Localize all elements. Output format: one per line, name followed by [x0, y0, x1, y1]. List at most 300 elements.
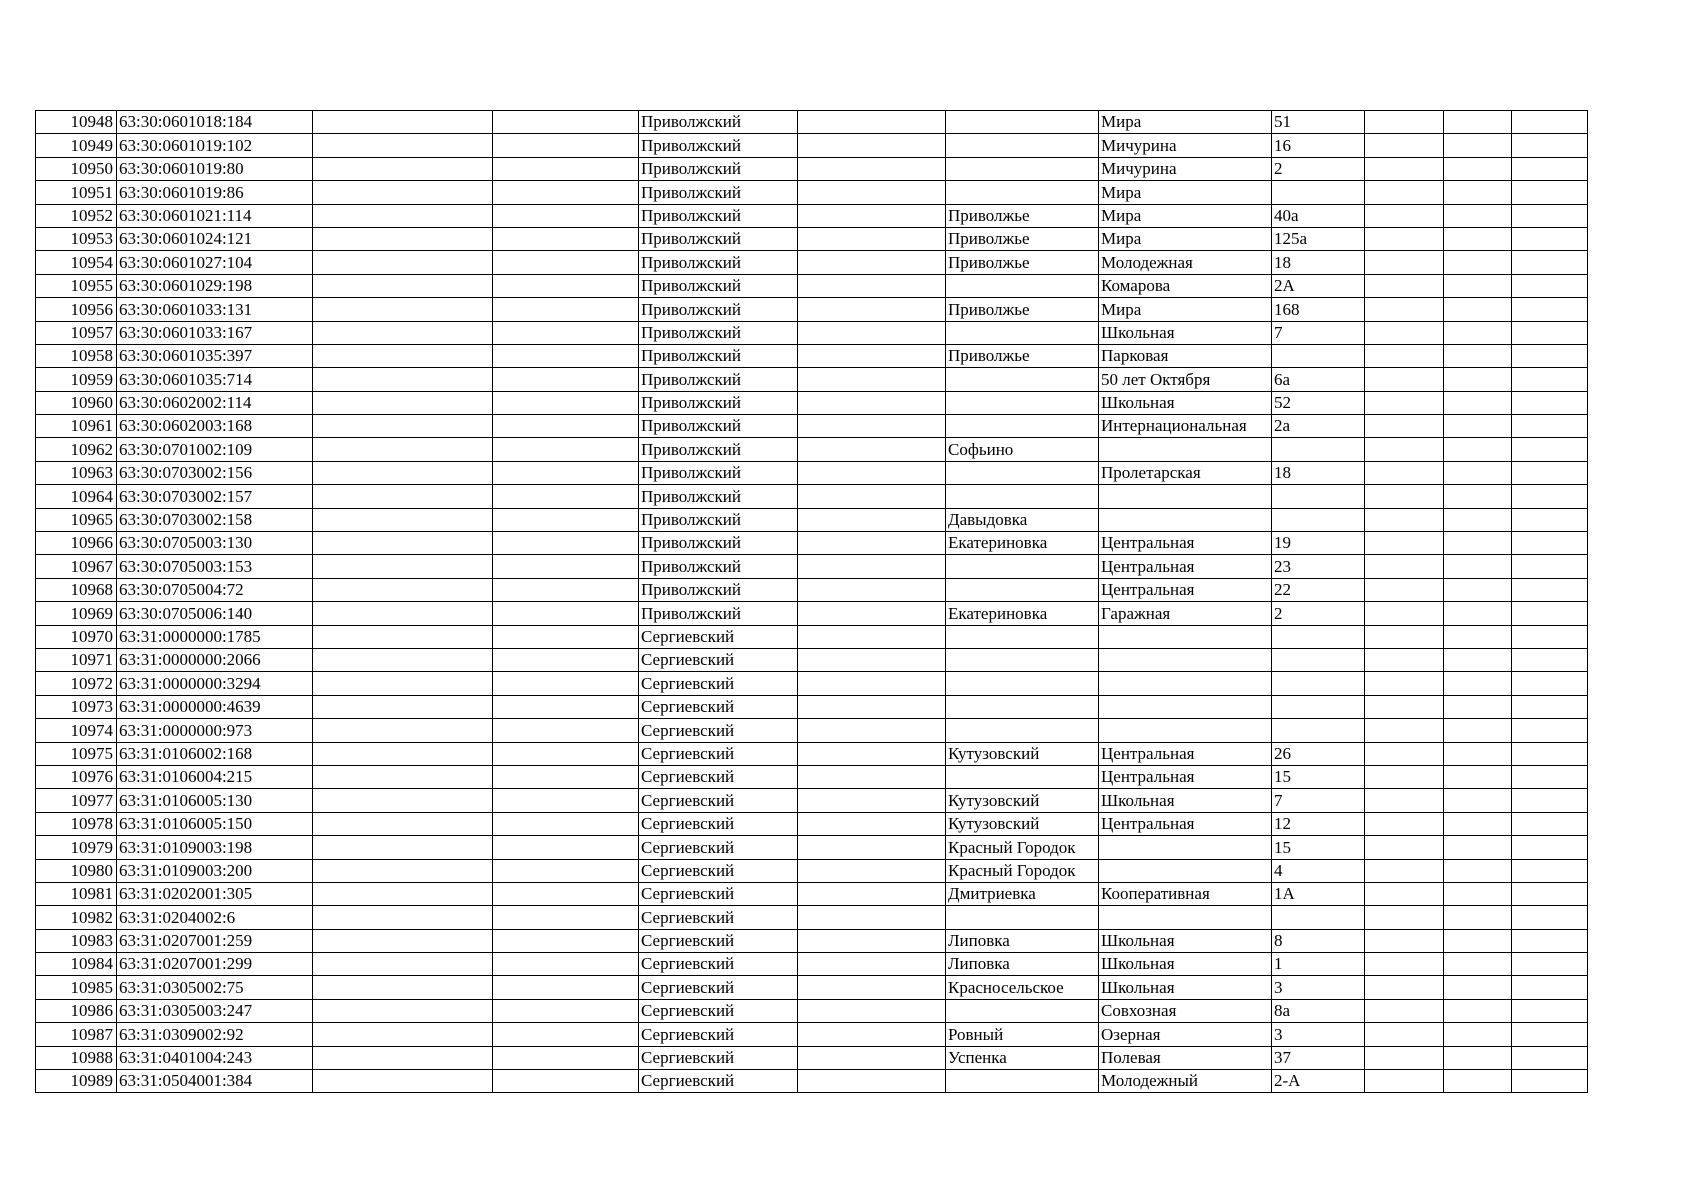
empty-cell-6 [798, 789, 946, 812]
empty-cell-4 [493, 181, 639, 204]
row-number-cell: 10963 [36, 461, 117, 484]
table-row [36, 1070, 1588, 1093]
empty-cell-3 [313, 461, 493, 484]
table-row [36, 812, 1588, 835]
empty-cell-3 [313, 812, 493, 835]
empty-cell-4 [493, 742, 639, 765]
empty-cell-12 [1512, 648, 1588, 671]
row-number-cell: 10958 [36, 344, 117, 367]
cadastral-number-cell: 63:31:0106005:130 [117, 789, 313, 812]
street-cell: Школьная [1099, 953, 1272, 976]
cadastral-number-cell: 63:31:0000000:1785 [117, 625, 313, 648]
empty-cell-3 [313, 508, 493, 531]
locality-cell: Кутузовский [946, 812, 1099, 835]
empty-cell-4 [493, 415, 639, 438]
row-number-cell: 10959 [36, 368, 117, 391]
empty-cell-12 [1512, 438, 1588, 461]
empty-cell-3 [313, 134, 493, 157]
empty-cell-10 [1365, 765, 1444, 788]
empty-cell-3 [313, 1046, 493, 1069]
empty-cell-3 [313, 976, 493, 999]
cadastral-number-cell: 63:31:0204002:6 [117, 906, 313, 929]
empty-cell-11 [1444, 999, 1512, 1022]
row-number-cell: 10981 [36, 882, 117, 905]
empty-cell-11 [1444, 204, 1512, 227]
empty-cell-11 [1444, 765, 1512, 788]
table-row [36, 1023, 1588, 1046]
cadastral-number-cell: 63:30:0601019:80 [117, 157, 313, 180]
empty-cell-11 [1444, 602, 1512, 625]
empty-cell-4 [493, 204, 639, 227]
empty-cell-11 [1444, 695, 1512, 718]
empty-cell-3 [313, 298, 493, 321]
empty-cell-4 [493, 812, 639, 835]
empty-cell-4 [493, 157, 639, 180]
district-cell: Приволжский [639, 298, 798, 321]
locality-cell [946, 181, 1099, 204]
empty-cell-10 [1365, 953, 1444, 976]
table-row [36, 953, 1588, 976]
empty-cell-6 [798, 344, 946, 367]
street-cell: Школьная [1099, 789, 1272, 812]
house-number-cell [1272, 485, 1365, 508]
house-number-cell: 1 [1272, 953, 1365, 976]
row-number-cell: 10976 [36, 765, 117, 788]
empty-cell-4 [493, 532, 639, 555]
empty-cell-12 [1512, 204, 1588, 227]
empty-cell-6 [798, 298, 946, 321]
empty-cell-6 [798, 602, 946, 625]
table-row [36, 157, 1588, 180]
table-row [36, 368, 1588, 391]
cadastral-number-cell: 63:30:0705003:153 [117, 555, 313, 578]
empty-cell-3 [313, 368, 493, 391]
table-row [36, 719, 1588, 742]
empty-cell-12 [1512, 1023, 1588, 1046]
row-number-cell: 10978 [36, 812, 117, 835]
empty-cell-12 [1512, 742, 1588, 765]
empty-cell-10 [1365, 906, 1444, 929]
table-row [36, 532, 1588, 555]
street-cell: Пролетарская [1099, 461, 1272, 484]
empty-cell-3 [313, 1023, 493, 1046]
empty-cell-10 [1365, 578, 1444, 601]
empty-cell-6 [798, 438, 946, 461]
street-cell [1099, 672, 1272, 695]
empty-cell-4 [493, 321, 639, 344]
empty-cell-12 [1512, 999, 1588, 1022]
locality-cell [946, 157, 1099, 180]
row-number-cell: 10956 [36, 298, 117, 321]
row-number-cell: 10950 [36, 157, 117, 180]
empty-cell-10 [1365, 415, 1444, 438]
row-number-cell: 10957 [36, 321, 117, 344]
row-number-cell: 10980 [36, 859, 117, 882]
empty-cell-10 [1365, 836, 1444, 859]
house-number-cell [1272, 625, 1365, 648]
empty-cell-3 [313, 859, 493, 882]
cadastral-number-cell: 63:31:0000000:973 [117, 719, 313, 742]
street-cell: Мира [1099, 204, 1272, 227]
empty-cell-4 [493, 648, 639, 671]
empty-cell-11 [1444, 461, 1512, 484]
house-number-cell: 2 [1272, 157, 1365, 180]
empty-cell-3 [313, 111, 493, 134]
empty-cell-10 [1365, 134, 1444, 157]
street-cell: Озерная [1099, 1023, 1272, 1046]
empty-cell-11 [1444, 391, 1512, 414]
cadastral-number-cell: 63:30:0705003:130 [117, 532, 313, 555]
empty-cell-10 [1365, 181, 1444, 204]
empty-cell-11 [1444, 415, 1512, 438]
empty-cell-4 [493, 578, 639, 601]
table-row [36, 648, 1588, 671]
empty-cell-10 [1365, 929, 1444, 952]
empty-cell-3 [313, 765, 493, 788]
empty-cell-6 [798, 906, 946, 929]
empty-cell-12 [1512, 859, 1588, 882]
empty-cell-4 [493, 111, 639, 134]
empty-cell-11 [1444, 508, 1512, 531]
house-number-cell [1272, 438, 1365, 461]
district-cell: Приволжский [639, 391, 798, 414]
empty-cell-11 [1444, 485, 1512, 508]
empty-cell-4 [493, 438, 639, 461]
row-number-cell: 10971 [36, 648, 117, 671]
empty-cell-6 [798, 485, 946, 508]
empty-cell-10 [1365, 742, 1444, 765]
row-number-cell: 10979 [36, 836, 117, 859]
locality-cell [946, 368, 1099, 391]
empty-cell-12 [1512, 672, 1588, 695]
empty-cell-4 [493, 274, 639, 297]
empty-cell-10 [1365, 274, 1444, 297]
table-row [36, 976, 1588, 999]
table-row [36, 321, 1588, 344]
empty-cell-4 [493, 719, 639, 742]
empty-cell-6 [798, 227, 946, 250]
table-row [36, 695, 1588, 718]
empty-cell-11 [1444, 1046, 1512, 1069]
cadastral-number-cell: 63:30:0705004:72 [117, 578, 313, 601]
empty-cell-10 [1365, 157, 1444, 180]
empty-cell-10 [1365, 344, 1444, 367]
house-number-cell: 40а [1272, 204, 1365, 227]
empty-cell-4 [493, 976, 639, 999]
empty-cell-12 [1512, 812, 1588, 835]
house-number-cell: 15 [1272, 836, 1365, 859]
empty-cell-6 [798, 836, 946, 859]
district-cell: Приволжский [639, 555, 798, 578]
empty-cell-11 [1444, 789, 1512, 812]
street-cell: 50 лет Октября [1099, 368, 1272, 391]
street-cell: Молодежный [1099, 1070, 1272, 1093]
cadastral-number-cell: 63:31:0106002:168 [117, 742, 313, 765]
empty-cell-3 [313, 251, 493, 274]
empty-cell-10 [1365, 1046, 1444, 1069]
house-number-cell: 23 [1272, 555, 1365, 578]
cadastral-number-cell: 63:30:0601018:184 [117, 111, 313, 134]
empty-cell-11 [1444, 859, 1512, 882]
locality-cell: Приволжье [946, 227, 1099, 250]
empty-cell-4 [493, 134, 639, 157]
house-number-cell: 2А [1272, 274, 1365, 297]
street-cell [1099, 508, 1272, 531]
empty-cell-10 [1365, 111, 1444, 134]
empty-cell-12 [1512, 344, 1588, 367]
row-number-cell: 10966 [36, 532, 117, 555]
empty-cell-11 [1444, 929, 1512, 952]
empty-cell-10 [1365, 789, 1444, 812]
cadastral-number-cell: 63:31:0305003:247 [117, 999, 313, 1022]
cadastral-number-cell: 63:31:0305002:75 [117, 976, 313, 999]
district-cell: Сергиевский [639, 836, 798, 859]
empty-cell-11 [1444, 1023, 1512, 1046]
empty-cell-4 [493, 555, 639, 578]
locality-cell [946, 625, 1099, 648]
district-cell: Сергиевский [639, 812, 798, 835]
row-number-cell: 10955 [36, 274, 117, 297]
house-number-cell: 22 [1272, 578, 1365, 601]
cadastral-number-cell: 63:30:0703002:157 [117, 485, 313, 508]
house-number-cell [1272, 344, 1365, 367]
table-row [36, 227, 1588, 250]
district-cell: Сергиевский [639, 625, 798, 648]
empty-cell-12 [1512, 695, 1588, 718]
empty-cell-4 [493, 391, 639, 414]
empty-cell-6 [798, 929, 946, 952]
empty-cell-12 [1512, 157, 1588, 180]
empty-cell-3 [313, 999, 493, 1022]
street-cell: Школьная [1099, 929, 1272, 952]
row-number-cell: 10968 [36, 578, 117, 601]
empty-cell-3 [313, 438, 493, 461]
empty-cell-3 [313, 719, 493, 742]
table-row [36, 461, 1588, 484]
empty-cell-4 [493, 1046, 639, 1069]
house-number-cell [1272, 508, 1365, 531]
empty-cell-10 [1365, 227, 1444, 250]
empty-cell-3 [313, 344, 493, 367]
house-number-cell: 18 [1272, 251, 1365, 274]
empty-cell-6 [798, 648, 946, 671]
empty-cell-12 [1512, 1046, 1588, 1069]
cadastral-number-cell: 63:31:0109003:200 [117, 859, 313, 882]
empty-cell-6 [798, 111, 946, 134]
cadastral-number-cell: 63:30:0705006:140 [117, 602, 313, 625]
cadastral-number-cell: 63:30:0703002:158 [117, 508, 313, 531]
empty-cell-3 [313, 906, 493, 929]
empty-cell-12 [1512, 953, 1588, 976]
empty-cell-6 [798, 321, 946, 344]
district-cell: Сергиевский [639, 742, 798, 765]
cadastral-number-cell: 63:31:0207001:299 [117, 953, 313, 976]
district-cell: Приволжский [639, 321, 798, 344]
empty-cell-11 [1444, 321, 1512, 344]
locality-cell: Приволжье [946, 298, 1099, 321]
empty-cell-3 [313, 742, 493, 765]
table-row [36, 485, 1588, 508]
empty-cell-10 [1365, 508, 1444, 531]
cadastral-number-cell: 63:30:0602003:168 [117, 415, 313, 438]
empty-cell-6 [798, 555, 946, 578]
district-cell: Приволжский [639, 134, 798, 157]
house-number-cell [1272, 672, 1365, 695]
empty-cell-12 [1512, 134, 1588, 157]
empty-cell-10 [1365, 976, 1444, 999]
row-number-cell: 10972 [36, 672, 117, 695]
cadastral-number-cell: 63:30:0601033:167 [117, 321, 313, 344]
cadastral-number-cell: 63:31:0504001:384 [117, 1070, 313, 1093]
district-cell: Сергиевский [639, 906, 798, 929]
empty-cell-3 [313, 485, 493, 508]
locality-cell [946, 134, 1099, 157]
cadastral-number-cell: 63:30:0601033:131 [117, 298, 313, 321]
empty-cell-11 [1444, 227, 1512, 250]
row-number-cell: 10982 [36, 906, 117, 929]
district-cell: Сергиевский [639, 1046, 798, 1069]
empty-cell-12 [1512, 251, 1588, 274]
empty-cell-10 [1365, 672, 1444, 695]
cadastral-number-cell: 63:31:0106005:150 [117, 812, 313, 835]
street-cell: Кооперативная [1099, 882, 1272, 905]
table-row [36, 391, 1588, 414]
empty-cell-3 [313, 391, 493, 414]
empty-cell-12 [1512, 227, 1588, 250]
house-number-cell: 168 [1272, 298, 1365, 321]
empty-cell-11 [1444, 532, 1512, 555]
house-number-cell [1272, 695, 1365, 718]
empty-cell-12 [1512, 461, 1588, 484]
house-number-cell: 18 [1272, 461, 1365, 484]
table-row [36, 555, 1588, 578]
empty-cell-12 [1512, 602, 1588, 625]
street-cell [1099, 438, 1272, 461]
street-cell [1099, 906, 1272, 929]
empty-cell-6 [798, 1023, 946, 1046]
street-cell: Парковая [1099, 344, 1272, 367]
empty-cell-4 [493, 625, 639, 648]
row-number-cell: 10952 [36, 204, 117, 227]
table-row [36, 204, 1588, 227]
house-number-cell: 2-А [1272, 1070, 1365, 1093]
table-row [36, 882, 1588, 905]
empty-cell-3 [313, 648, 493, 671]
locality-cell: Екатериновка [946, 602, 1099, 625]
cadastral-number-cell: 63:31:0401004:243 [117, 1046, 313, 1069]
empty-cell-12 [1512, 368, 1588, 391]
cadastral-number-cell: 63:31:0309002:92 [117, 1023, 313, 1046]
locality-cell [946, 695, 1099, 718]
empty-cell-12 [1512, 882, 1588, 905]
empty-cell-10 [1365, 859, 1444, 882]
locality-cell: Давыдовка [946, 508, 1099, 531]
empty-cell-3 [313, 157, 493, 180]
row-number-cell: 10962 [36, 438, 117, 461]
district-cell: Сергиевский [639, 929, 798, 952]
row-number-cell: 10988 [36, 1046, 117, 1069]
district-cell: Сергиевский [639, 765, 798, 788]
cadastral-number-cell: 63:30:0701002:109 [117, 438, 313, 461]
house-number-cell: 15 [1272, 765, 1365, 788]
empty-cell-12 [1512, 298, 1588, 321]
cadastral-number-cell: 63:30:0703002:156 [117, 461, 313, 484]
house-number-cell: 7 [1272, 789, 1365, 812]
empty-cell-6 [798, 578, 946, 601]
empty-cell-11 [1444, 578, 1512, 601]
cadastral-number-cell: 63:30:0601029:198 [117, 274, 313, 297]
cadastral-number-cell: 63:30:0601019:86 [117, 181, 313, 204]
table-row [36, 625, 1588, 648]
table-row [36, 298, 1588, 321]
house-number-cell: 12 [1272, 812, 1365, 835]
locality-cell: Дмитриевка [946, 882, 1099, 905]
row-number-cell: 10967 [36, 555, 117, 578]
district-cell: Сергиевский [639, 1070, 798, 1093]
locality-cell [946, 274, 1099, 297]
empty-cell-12 [1512, 578, 1588, 601]
locality-cell [946, 719, 1099, 742]
district-cell: Приволжский [639, 578, 798, 601]
cadastral-number-cell: 63:31:0106004:215 [117, 765, 313, 788]
district-cell: Приволжский [639, 368, 798, 391]
locality-cell [946, 321, 1099, 344]
table-row [36, 672, 1588, 695]
empty-cell-12 [1512, 719, 1588, 742]
empty-cell-12 [1512, 181, 1588, 204]
empty-cell-10 [1365, 251, 1444, 274]
empty-cell-4 [493, 602, 639, 625]
empty-cell-10 [1365, 648, 1444, 671]
district-cell: Сергиевский [639, 719, 798, 742]
empty-cell-12 [1512, 1070, 1588, 1093]
street-cell [1099, 719, 1272, 742]
district-cell: Сергиевский [639, 953, 798, 976]
locality-cell: Красносельское [946, 976, 1099, 999]
locality-cell [946, 111, 1099, 134]
empty-cell-12 [1512, 532, 1588, 555]
empty-cell-3 [313, 882, 493, 905]
street-cell: Школьная [1099, 976, 1272, 999]
district-cell: Приволжский [639, 485, 798, 508]
locality-cell [946, 485, 1099, 508]
empty-cell-3 [313, 625, 493, 648]
district-cell: Приволжский [639, 204, 798, 227]
table-row [36, 906, 1588, 929]
district-cell: Приволжский [639, 508, 798, 531]
empty-cell-4 [493, 298, 639, 321]
street-cell [1099, 625, 1272, 648]
table-row [36, 274, 1588, 297]
empty-cell-10 [1365, 438, 1444, 461]
empty-cell-4 [493, 906, 639, 929]
empty-cell-12 [1512, 555, 1588, 578]
district-cell: Приволжский [639, 415, 798, 438]
empty-cell-11 [1444, 555, 1512, 578]
street-cell: Центральная [1099, 578, 1272, 601]
house-number-cell [1272, 648, 1365, 671]
district-cell: Сергиевский [639, 1023, 798, 1046]
street-cell: Гаражная [1099, 602, 1272, 625]
locality-cell [946, 648, 1099, 671]
empty-cell-4 [493, 485, 639, 508]
house-number-cell: 51 [1272, 111, 1365, 134]
empty-cell-6 [798, 765, 946, 788]
empty-cell-6 [798, 1046, 946, 1069]
empty-cell-4 [493, 859, 639, 882]
empty-cell-11 [1444, 251, 1512, 274]
street-cell: Мичурина [1099, 157, 1272, 180]
